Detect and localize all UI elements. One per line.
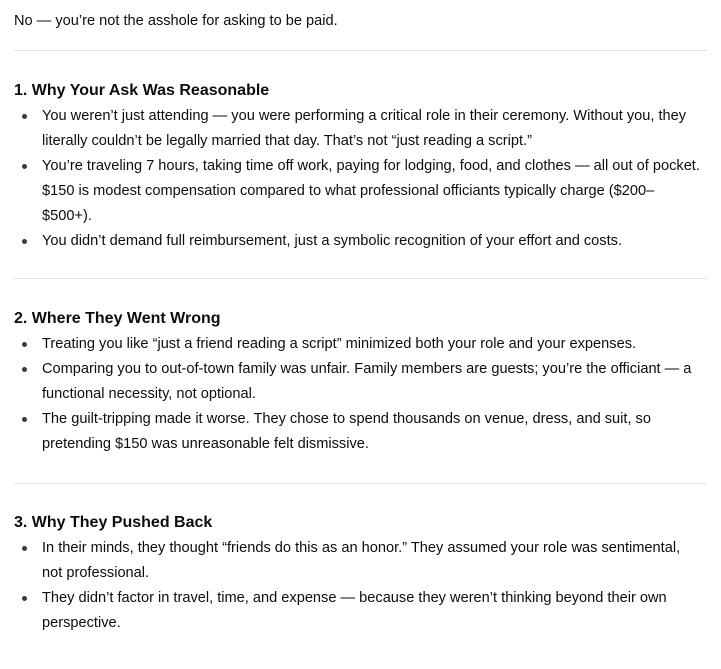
section-divider — [14, 50, 707, 51]
bullet-icon — [22, 239, 27, 244]
list-item — [14, 154, 707, 229]
list-item — [14, 332, 707, 357]
section-heading-went-wrong: 2. Where They Went Wrong — [14, 310, 221, 327]
list-item-text: You didn’t demand full reimbursement, just a symbolic recognition of your effort and costs. — [42, 233, 623, 249]
list-item — [14, 407, 707, 457]
bullet-list-went-wrong — [14, 332, 707, 457]
list-item-text: Comparing you to out-of-town family was unfair. Family members are guests; you’re the officiant — a functional necessity, not optional. — [42, 361, 692, 402]
list-item-text: In their minds, they thought “friends do this as an honor.” They assumed your role was sentimental, not professional. — [42, 540, 681, 581]
list-item-text: The guilt-tripping made it worse. They chose to spend thousands on venue, dress, and suit, so pretending $150 was unreasonable felt dismissive. — [42, 411, 651, 452]
bullet-list-pushed-back — [14, 536, 707, 636]
section-divider — [14, 483, 707, 484]
list-item-text: They didn’t factor in travel, time, and expense — because they weren’t thinking beyond their own perspective. — [42, 590, 667, 631]
bullet-icon — [22, 596, 27, 601]
list-item-text: Treating you like “just a friend reading a script” minimized both your role and your expenses. — [42, 336, 637, 352]
bullet-icon — [22, 417, 27, 422]
section-heading-pushed-back: 3. Why They Pushed Back — [14, 514, 213, 531]
section-divider — [14, 278, 707, 279]
bullet-icon — [22, 342, 27, 347]
bullet-icon — [22, 114, 27, 119]
list-item — [14, 357, 707, 407]
bullet-icon — [22, 164, 27, 169]
list-item-text: You’re traveling 7 hours, taking time off work, paying for lodging, food, and clothes — all out of pocket. $150 is modest compensation compared to what professional officiants typically charge ($200–$500+). — [42, 158, 700, 224]
bullet-icon — [22, 546, 27, 551]
list-item — [14, 229, 707, 254]
intro-text: No — you’re not the asshole for asking to be paid. — [14, 13, 338, 29]
list-item — [14, 104, 707, 154]
list-item — [14, 536, 707, 586]
list-item-text: You weren’t just attending — you were performing a critical role in their ceremony. Without you, they literally couldn’t be legally married that day. That’s not “just reading a script.” — [42, 108, 687, 149]
bullet-list-reasonable — [14, 104, 707, 254]
bullet-icon — [22, 367, 27, 372]
list-item — [14, 586, 707, 636]
section-heading-reasonable: 1. Why Your Ask Was Reasonable — [14, 82, 270, 99]
